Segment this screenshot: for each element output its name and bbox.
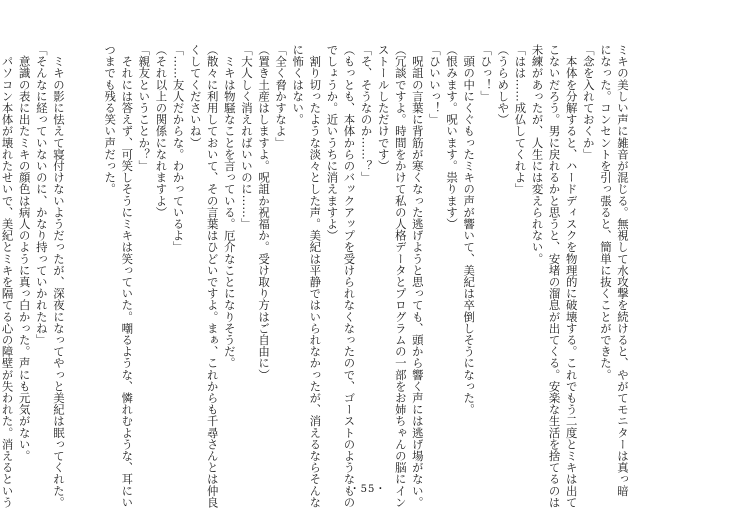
- text-line: それには答えず、可笑しそうにミキは笑っていた。嘲るような、憐れむような、耳にい: [120, 44, 135, 508]
- text-line: 割り切ったような淡々とした声。美紀は平静ではいられなかったが、消えるならそんな: [308, 44, 323, 508]
- text-line: に怖くはない。: [291, 44, 306, 126]
- text-line: （もっとも、本体からのバックアップを受けられなくなったので、ゴーストのようなもの: [342, 44, 357, 508]
- text-line: 「大人しく消えればいいのに……」: [239, 44, 254, 230]
- text-line: くしてくださいね）: [188, 44, 203, 149]
- text-line: （うらめしや）: [496, 44, 511, 126]
- text-line: （散々に利用しておいて、その言葉はひどいですよ。まぁ、これからも千尋さんとは仲良: [205, 44, 220, 508]
- text-line: 「ひいいっ！」: [427, 44, 442, 126]
- text-line: （それ以上の関係になれますよ）: [154, 44, 169, 218]
- text-line: 「念を入れておくか」: [581, 44, 596, 160]
- page-number: ・55・: [349, 484, 387, 495]
- text-line: 「はは……成仏してくれよ」: [513, 44, 528, 195]
- text-line: （冗談ですよ。時間をかけて私の人格データとプログラムの一部をお姉ちゃんの脳にイン: [393, 44, 408, 508]
- text-line: 「全く脅かすなよ」: [274, 44, 289, 149]
- text-line: 意識の表に出たミキの顔色は病人のように真っ白かった。声にも元気がない。: [17, 44, 32, 462]
- text-line: ミキの美しい声に雑音が混じる。無視して水攻撃を続けると、やがてモニターは真っ暗: [616, 44, 630, 497]
- text-line: こないだろう。男に戻れるかと思うと、安堵の溜息が出てくる。安楽な生活を捨てるのは: [547, 44, 562, 508]
- text-line: 「そんなに経っていないのに、かなり持っていかれたね」: [34, 44, 49, 346]
- text-line: 「そ、そうなのか……？」: [359, 44, 374, 184]
- text-line: 「ひっ！」: [479, 44, 494, 102]
- text-line: 未練があったが、人生には変えられない。: [530, 44, 545, 265]
- text-line: ストールしただけです）: [376, 44, 391, 172]
- text-line: パソコン本体が壊れたせいで、美紀とミキを隔てる心の障壁が失われた。消えるという: [0, 44, 15, 508]
- text-line: 頭の中にくぐもったミキの声が響いて、美紀は卒倒しそうになった。: [462, 44, 477, 416]
- text-line: 本体を分解すると、ハードディスクを物理的に破壊する。これでもう二度とミキは出て: [564, 44, 579, 508]
- text-line: 「親友ということか？」: [137, 44, 152, 172]
- text-line: になった。コンセントを引っ張ると、簡単に抜くことができた。: [598, 44, 613, 381]
- text-line: つまでも残る笑い声だった。: [103, 44, 118, 195]
- text-line: でしょうか。近いうちに消えますよ）: [325, 44, 340, 242]
- text-line: ミキは物騒なことを言っている。厄介なことになりそうだ。: [222, 44, 237, 369]
- text-line: ミキの影に怯えて寝付けないようだったが、深夜になってやっと美紀は眠ってくれた。: [51, 44, 66, 508]
- text-line: （置き土産はしますよ。呪詛か祝福か。受け取り方はご自由に）: [257, 44, 272, 381]
- text-line: （恨みます。呪います。祟ります）: [445, 44, 460, 230]
- text-line: [84, 44, 101, 474]
- text-line: 「……友人だからな。わかっているよ」: [171, 44, 186, 253]
- text-line: [67, 44, 84, 474]
- text-line: 呪詛の言葉に背筋が寒くなった逃げようと思っても、頭から響く声には逃げ場がない。: [410, 44, 425, 508]
